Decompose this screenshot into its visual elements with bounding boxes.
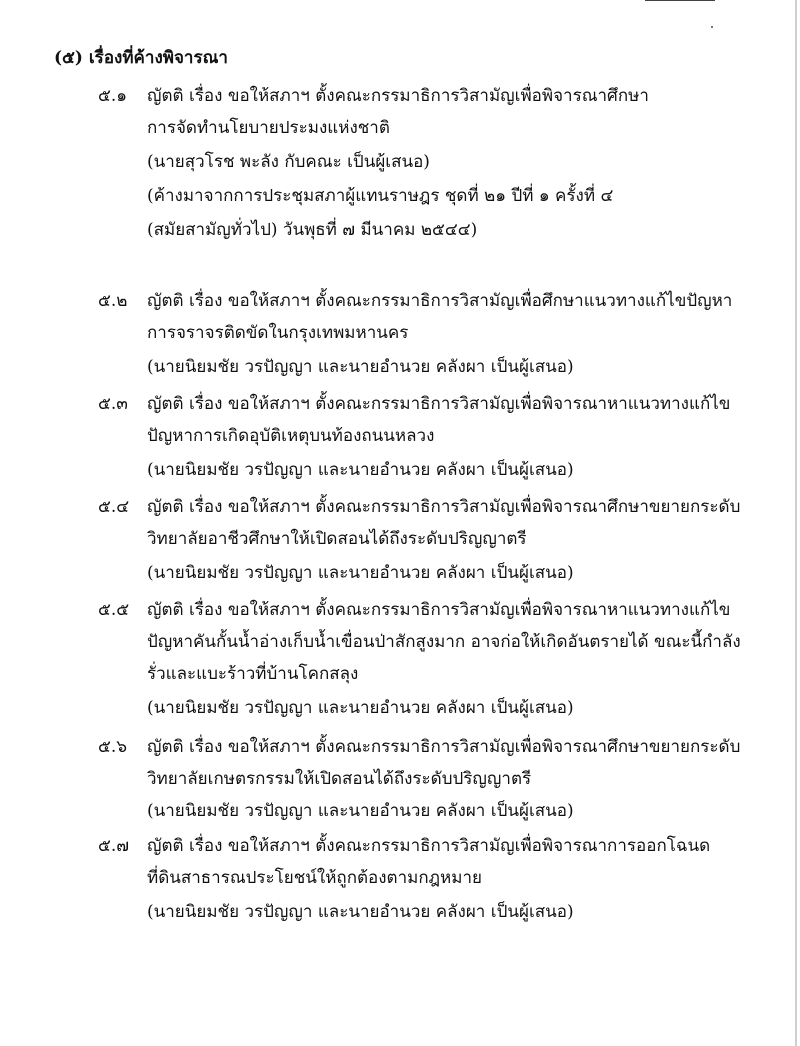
item-title-line: ญัตติ เรื่อง ขอให้สภาฯ ตั้งคณะกรรมาธิการวิสามัญเพื่อพิจารณาการออกโฉนด: [147, 836, 711, 856]
item-title-line: ญัตติ เรื่อง ขอให้สภาฯ ตั้งคณะกรรมาธิการวิสามัญเพื่อพิจารณาศึกษาขยายกระดับ: [147, 737, 741, 757]
item-note-line: (ค้างมาจากการประชุมสภาผู้แทนราษฎร ชุดที่ ๒๑ ปีที่ ๑ ครั้งที่ ๔: [147, 186, 614, 206]
item-number: ๕.๕: [98, 600, 130, 620]
item-title-line: ญัตติ เรื่อง ขอให้สภาฯ ตั้งคณะกรรมาธิการวิสามัญเพื่อศึกษาแนวทางแก้ไขปัญหา: [147, 291, 733, 311]
item-title-line: วิทยาลัยเกษตรกรรมให้เปิดสอนได้ถึงระดับปริญญาตรี: [147, 769, 532, 789]
scan-speck: [711, 26, 713, 28]
item-number: ๕.๓: [98, 394, 128, 414]
item-number: ๕.๔: [98, 497, 130, 517]
page-edge: [795, 0, 797, 1046]
item-number: ๕.๒: [98, 291, 128, 311]
item-title-line: รั่วและแบะร้าวที่บ้านโคกสลุง: [147, 664, 359, 684]
item-note-line: (สมัยสามัญทั่วไป) วันพุธที่ ๗ มีนาคม ๒๕๔๔): [147, 220, 478, 240]
item-title-line: ญัตติ เรื่อง ขอให้สภาฯ ตั้งคณะกรรมาธิการวิสามัญเพื่อพิจารณาศึกษา: [147, 86, 649, 106]
item-proposer: (นายนิยมชัย วรปัญญา และนายอำนวย คลังผา เป็นผู้เสนอ): [147, 902, 574, 922]
item-number: ๕.๗: [98, 836, 130, 856]
item-title-line: ปัญหาคันกั้นน้ำอ่างเก็บน้ำเขื่อนป่าสักสูงมาก อาจก่อให้เกิดอันตรายได้ ขณะนี้กำลัง: [147, 632, 741, 652]
item-title-line: ที่ดินสาธารณประโยชน์ให้ถูกต้องตามกฎหมาย: [147, 868, 482, 888]
item-proposer: (นายนิยมชัย วรปัญญา และนายอำนวย คลังผา เป็นผู้เสนอ): [147, 801, 574, 821]
item-title-line: ญัตติ เรื่อง ขอให้สภาฯ ตั้งคณะกรรมาธิการวิสามัญเพื่อพิจารณาหาแนวทางแก้ไข: [147, 600, 731, 620]
section-heading: (๕) เรื่องที่ค้างพิจารณา: [54, 48, 228, 68]
item-proposer: (นายนิยมชัย วรปัญญา และนายอำนวย คลังผา เป็นผู้เสนอ): [147, 698, 574, 718]
item-title-line: ญัตติ เรื่อง ขอให้สภาฯ ตั้งคณะกรรมาธิการวิสามัญเพื่อพิจารณาศึกษาขยายกระดับ: [147, 497, 741, 517]
item-title-line: การจัดทำนโยบายประมงแห่งชาติ: [147, 118, 390, 138]
item-title-line: ปัญหาการเกิดอุบัติเหตุบนท้องถนนหลวง: [147, 426, 435, 446]
item-proposer: (นายนิยมชัย วรปัญญา และนายอำนวย คลังผา เป็นผู้เสนอ): [147, 357, 574, 377]
item-title-line: วิทยาลัยอาชีวศึกษาให้เปิดสอนได้ถึงระดับปริญญาตรี: [147, 529, 527, 549]
item-number: ๕.๑: [98, 86, 128, 106]
item-proposer: (นายสุวโรช พะลัง กับคณะ เป็นผู้เสนอ): [147, 152, 430, 172]
item-number: ๕.๖: [98, 737, 128, 757]
top-scan-rule: [645, 0, 715, 1]
item-title-line: การจราจรติดขัดในกรุงเทพมหานคร: [147, 323, 409, 343]
item-title-line: ญัตติ เรื่อง ขอให้สภาฯ ตั้งคณะกรรมาธิการวิสามัญเพื่อพิจารณาหาแนวทางแก้ไข: [147, 394, 731, 414]
item-proposer: (นายนิยมชัย วรปัญญา และนายอำนวย คลังผา เป็นผู้เสนอ): [147, 460, 574, 480]
item-proposer: (นายนิยมชัย วรปัญญา และนายอำนวย คลังผา เป็นผู้เสนอ): [147, 563, 574, 583]
